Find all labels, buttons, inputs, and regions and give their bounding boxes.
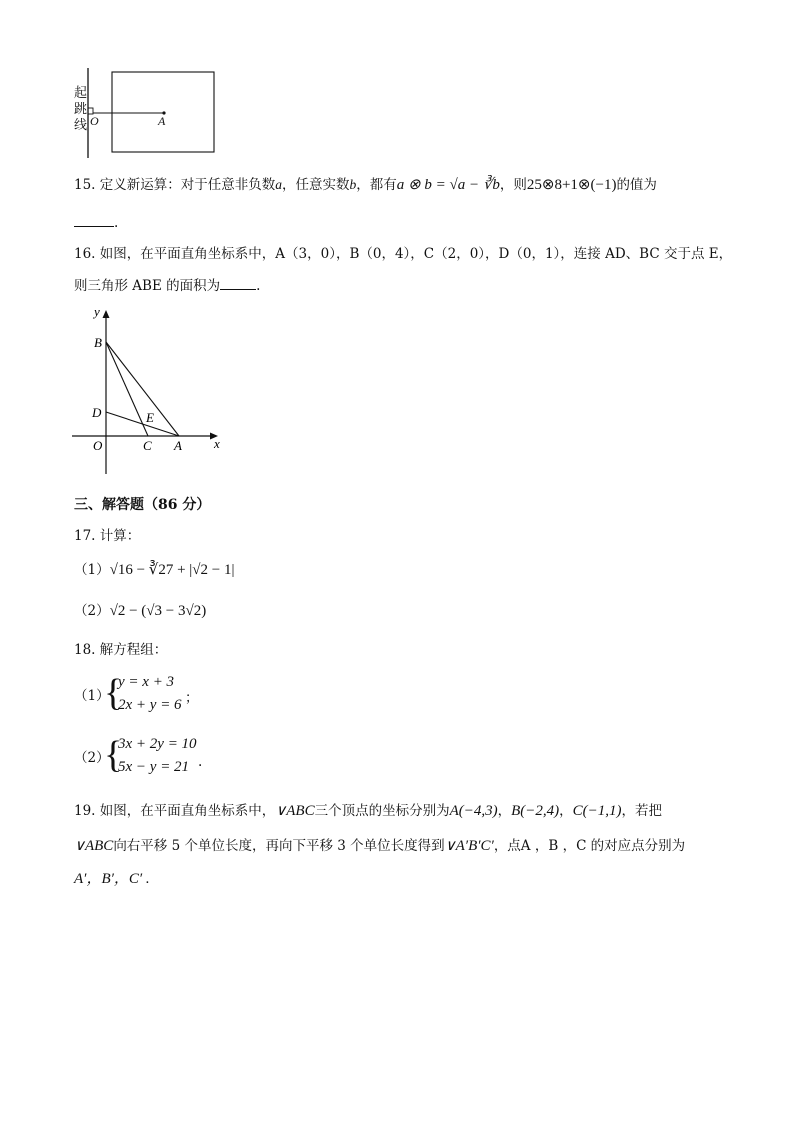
q18-p1-eq1: y = x + 3: [118, 674, 175, 690]
q15-expression: 25⊗8+1⊗(−1): [526, 177, 617, 193]
figure-point-label: A: [158, 114, 166, 128]
figure-origin-label: O: [90, 114, 99, 128]
q15-tail: .: [114, 215, 119, 231]
q18-p2-label: （2）: [74, 750, 110, 766]
q17-p1-label: （1）: [74, 562, 110, 578]
label-d: D: [92, 405, 102, 420]
label-a: A: [174, 438, 182, 453]
question-15-line2: [74, 212, 118, 233]
q15-text-a: 定义新运算：对于任意非负数: [99, 177, 276, 193]
q19-triangle-abc: ∨ABC: [275, 803, 315, 819]
question-16-line1: 16. 如图，在平面直角坐标系中，A（3，0），B（0，4），C（2，0），D（0，1），连接 AD、BC 交于点 E，: [74, 246, 733, 262]
q18-p1-eq2: 2x + y = 6: [118, 697, 182, 713]
segment-da: [106, 412, 179, 436]
q18-p1-brace: {: [104, 672, 123, 714]
q19-text-corr: ，点A ，B ，C 的对应点分别为: [493, 838, 686, 854]
label-y: y: [94, 304, 100, 319]
q15-answer-blank: [74, 212, 114, 227]
q15-text-b: ，任意实数: [282, 177, 350, 193]
question-19-line2: [74, 836, 685, 856]
label-c: C: [143, 438, 152, 453]
q19-triangle-abc-2: ∨ABC: [74, 838, 114, 854]
q19-point-b: B(−2,4): [511, 803, 560, 819]
y-axis-arrow: [103, 310, 110, 318]
q18-p1-tail: ；: [185, 690, 199, 706]
label-x: x: [214, 436, 220, 451]
question-17-title: 17. 计算：: [74, 528, 141, 544]
label-o: O: [93, 438, 103, 453]
q15-text-e: 的值为: [616, 177, 657, 193]
q19-text-d: ，若把: [621, 803, 663, 819]
q18-p2-eq2: 5x − y = 21: [118, 759, 190, 775]
jump-line-label: [74, 86, 88, 134]
segment-ba: [106, 342, 179, 436]
question-16-line2: [74, 275, 260, 296]
question-15-line1: [74, 175, 657, 195]
label-char-2: 跳: [74, 102, 88, 117]
q19-text-shift: 向右平移 5 个单位长度，再向下平移 3 个单位长度得到: [113, 838, 445, 854]
q18-p2-eq1: 3x + 2y = 10: [118, 736, 197, 752]
q18-p1-label: （1）: [74, 688, 110, 704]
q15-text-c: ，都有: [356, 177, 397, 193]
label-char-3: 线: [74, 118, 88, 133]
question-19-line1: 19. 如图，在平面直角坐标系中，∨ABC三个顶点的坐标分别为A(−4,3)，B(−2,4)，C(−1,1)，若把: [74, 803, 663, 819]
q16-text: 则三角形 ABE 的面积为: [74, 278, 221, 294]
label-e: E: [146, 410, 154, 425]
q18-p2-tail: .: [198, 754, 203, 770]
q16-answer-blank: [220, 275, 256, 290]
q15-text-d: ，则: [499, 177, 527, 193]
question-17-part2: [74, 601, 206, 621]
q15-var-a: a: [275, 177, 283, 192]
label-b: B: [94, 335, 102, 350]
q17-p2-expression: √2 − (√3 − 3√2): [109, 603, 207, 619]
q18-p2-brace: {: [104, 734, 123, 776]
q15-number: 15.: [74, 177, 96, 193]
q19-triangle-image: ∨A′B′C′: [444, 838, 494, 854]
q19-text-c: 三个顶点的坐标分别为: [314, 803, 450, 819]
q17-p1-expression: √16 − ∛27 + |√2 − 1|: [109, 562, 235, 578]
q19-point-c: C(−1,1): [572, 803, 622, 819]
question-17-part1: [74, 560, 235, 580]
question-18-title: 18. 解方程组：: [74, 642, 168, 658]
segment-bc: [106, 342, 148, 436]
question-19-line3: A′，B′，C′ .: [74, 871, 150, 887]
q17-p2-label: （2）: [74, 603, 110, 619]
coordinate-figure: [66, 302, 236, 482]
label-char-1: 起: [74, 86, 88, 101]
section-3-heading: 三、解答题（86 分）: [74, 497, 211, 513]
q19-text-a: 19. 如图，在平面直角坐标系中，: [74, 803, 276, 819]
q15-var-b: b: [349, 177, 357, 192]
q19-point-a: A(−4,3): [449, 803, 498, 819]
q16-tail: .: [256, 278, 261, 294]
q15-formula: a ⊗ b = √a − ∛b: [396, 177, 500, 193]
